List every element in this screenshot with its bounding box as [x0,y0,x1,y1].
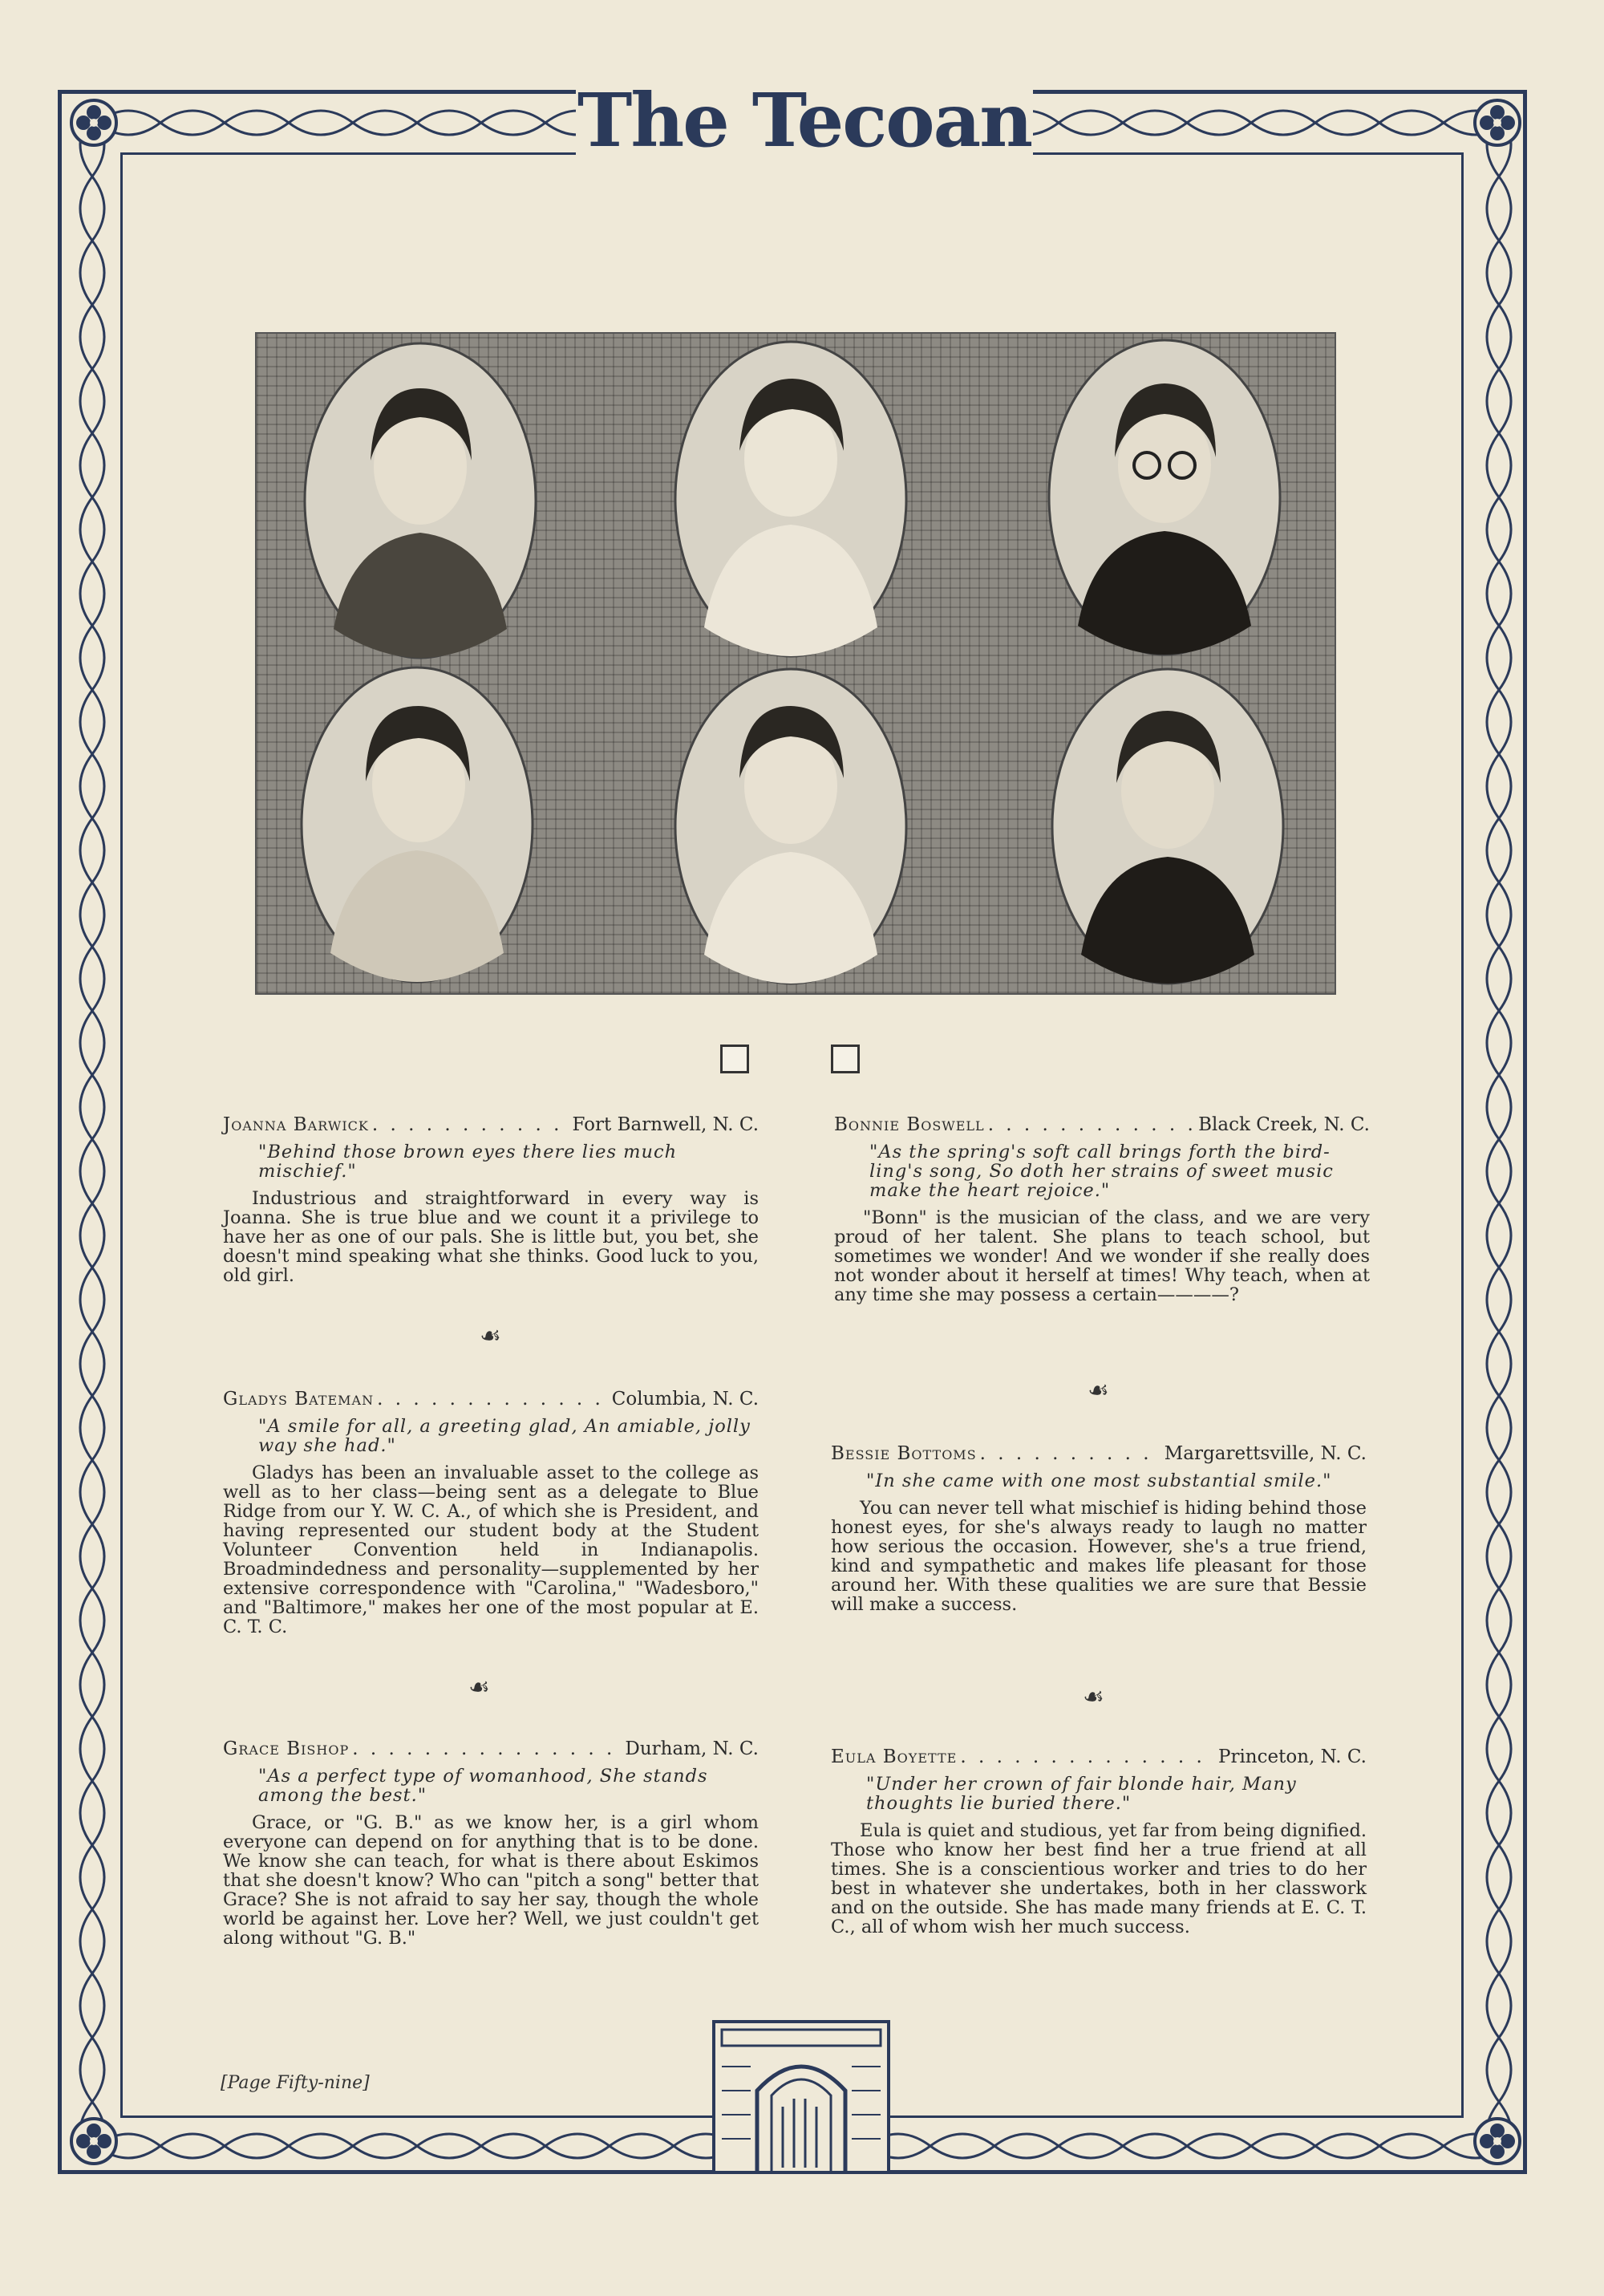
bio-entry [831,1747,1367,1937]
student-name: Eula Boyette [831,1746,958,1767]
corner-flower-icon [1471,2115,1524,2168]
student-hometown: Durham, N. C. [625,1738,759,1759]
bio-entry [834,1115,1370,1304]
bio-text: You can never tell what mischief is hiding behind those honest eyes, for she's always ready to laugh no matter how serious the occasion. However, she's a true friend, kind and sympathetic and makes life pleasant for those around her. With these qualities we are sure that Bessie will make a success. [831,1498,1367,1615]
bio-text: Gladys has been an invaluable asset to the college as well as to her class—being sent as a delegate to Blue Ridge from our Y. W. C. A., of which she is President, and having represented our student body at the Student Volunteer Convention held in Indianapolis. Broadmindedness and personality—supplemented by her extensive correspondence with "Carolina," "Wadesboro," and "Baltimore," makes her one of the most popular at E. C. T. C. [223,1462,759,1637]
fleuron-ornament-icon: ☙ [480,1322,501,1350]
checkbox[interactable] [831,1045,860,1073]
bio-heading [831,1747,1367,1767]
student-name: Bessie Bottoms [831,1443,977,1464]
bio-entry [223,1115,759,1285]
leader-dots [352,1739,622,1759]
bio-text: Eula is quiet and studious, yet far from being dignified. Those who know her best find her a true friend at all times. She is a conscientious worker and tries to do her best in whatever she undertakes, both in her classwork and on the outside. She has made many friends at E. C. T. C., all of whom wish her much success. [831,1820,1367,1937]
bio-text: "Bonn" is the musician of the class, and we are very proud of her talent. She plans to teach school, but sometimes we wonder! And we wonder if she really does not wonder about it herself at times! Why teach, when at any time she may possess a certain————? [834,1207,1370,1305]
student-name: Bonnie Boswell [834,1114,985,1135]
bio-quote: "As a perfect type of womanhood, She stands among the best." [258,1766,708,1806]
bio-entry [831,1444,1367,1614]
corner-flower-icon [67,2115,120,2168]
bio-heading [223,1115,759,1134]
masthead-title: The Tecoan [577,77,1032,164]
leader-dots [980,1444,1161,1463]
student-hometown: Columbia, N. C. [611,1389,759,1410]
portrait-panel [255,332,1336,995]
student-hometown: Fort Barnwell, N. C. [572,1114,759,1135]
fleuron-ornament-icon: ☙ [1088,1377,1109,1405]
bio-heading [223,1739,759,1759]
student-hometown: Margarettsville, N. C. [1164,1443,1367,1464]
student-name: Grace Bishop [223,1738,350,1759]
bio-text: Grace, or "G. B." as we know her, is a girl whom everyone can depend on for anything that is to be done. We know she can teach, for what is there about Eskimos that she doesn't know? Who can "pitch a song" better that Grace? She is not afraid to say her say, though the whole world be against her. Love her? Well, we just couldn't get along without "G. B." [223,1812,759,1949]
fleuron-ornament-icon: ☙ [1083,1683,1104,1711]
bio-quote: "Under her crown of fair blonde hair, Many thoughts lie buried there." [866,1774,1297,1814]
bio-heading [223,1389,759,1409]
portrait-photo [672,666,909,987]
right-vine-ornament [1471,112,1527,2150]
leader-dots [988,1115,1195,1134]
portrait-photo [672,339,909,659]
student-hometown: Black Creek, N. C. [1198,1114,1370,1135]
bio-text: Industrious and straightforward in every way is Joanna. She is true blue and we count it a privilege to have her as one of our pals. She is little but, you bet, she doesn't mind speaking what she thinks. Good luck to you, old girl. [223,1188,759,1286]
checkbox[interactable] [720,1045,749,1073]
student-name: Gladys Bateman [223,1389,375,1410]
doorway-ornament-icon [711,2018,892,2176]
bio-quote: "Behind those brown eyes there lies much mischief." [258,1142,678,1182]
bio-entry [223,1739,759,1948]
leader-dots [377,1389,609,1409]
leader-dots [960,1747,1215,1767]
portrait-photo [298,664,536,985]
portrait-photo [1046,337,1283,658]
fleuron-ornament-icon: ☙ [468,1673,490,1702]
leader-dots [372,1115,569,1134]
bio-heading [831,1444,1367,1463]
page-number: [Page Fifty-nine] [221,2073,370,2093]
corner-flower-icon [1471,96,1524,149]
bio-quote: "As the spring's soft call brings forth the bird-ling's song, So doth her strains of sweet music make the heart rejoice." [869,1142,1334,1201]
student-name: Joanna Barwick [223,1114,369,1135]
bio-heading [834,1115,1370,1134]
student-hometown: Princeton, N. C. [1217,1746,1367,1767]
corner-flower-icon [67,96,120,149]
bio-quote: "A smile for all, a greeting glad, An amiable, jolly way she had." [258,1416,751,1456]
bio-quote: "In she came with one most substantial smile." [866,1470,1332,1491]
portrait-photo [302,340,539,661]
portrait-photo [1049,666,1286,987]
bio-entry [223,1389,759,1637]
left-vine-ornament [64,112,120,2150]
